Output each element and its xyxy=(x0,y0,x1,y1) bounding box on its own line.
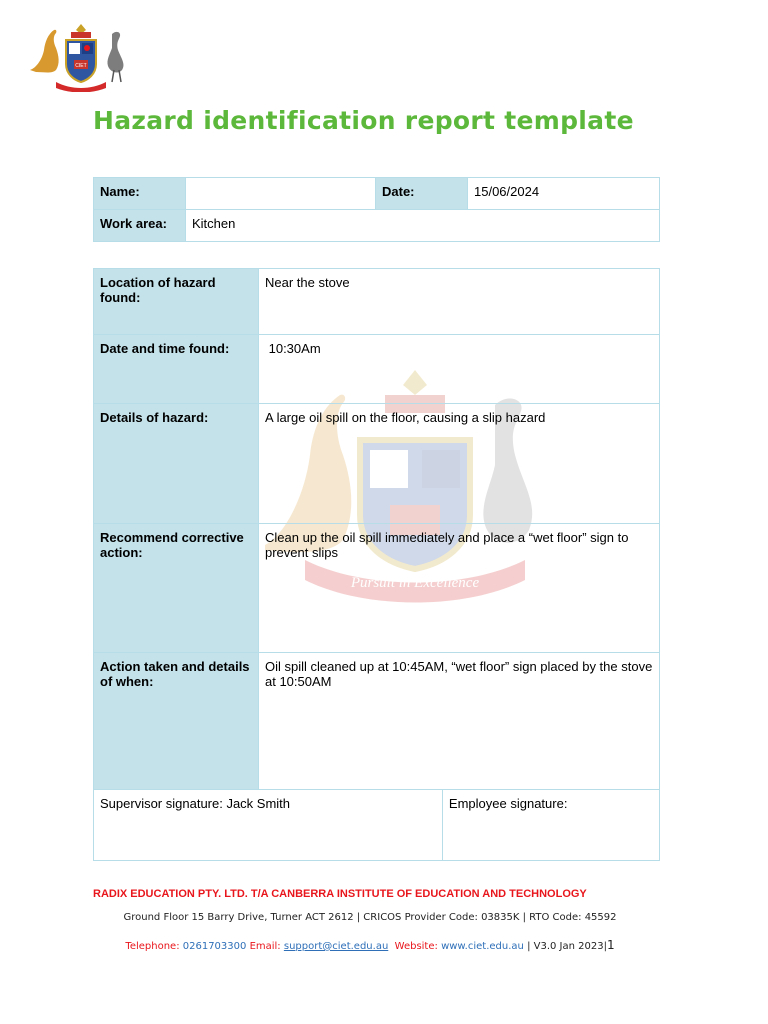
details-label: Details of hazard: xyxy=(94,404,259,524)
table-row xyxy=(94,178,660,210)
supervisor-signature[interactable]: Supervisor signature: Jack Smith xyxy=(94,790,443,861)
institute-logo xyxy=(26,20,136,92)
footer-contact xyxy=(0,938,740,952)
details-field[interactable]: A large oil spill on the floor, causing a slip hazard xyxy=(259,404,660,524)
table-row xyxy=(94,790,660,861)
table-row xyxy=(94,653,660,790)
date-time-field[interactable]: 10:30Am xyxy=(259,335,660,404)
name-label: Name: xyxy=(94,178,186,210)
version-text: | V3.0 Jan 2023| xyxy=(527,941,607,952)
info-table xyxy=(93,177,660,242)
telephone-label: Telephone: xyxy=(125,941,180,952)
table-row xyxy=(94,210,660,242)
email-link[interactable]: support@ciet.edu.au xyxy=(283,941,389,952)
footer-address: Ground Floor 15 Barry Drive, Turner ACT 2612 | CRICOS Provider Code: 03835K | RTO Code: 45592 xyxy=(123,912,617,923)
location-field[interactable]: Near the stove xyxy=(259,269,660,335)
name-field[interactable] xyxy=(186,178,376,210)
table-row xyxy=(94,524,660,653)
date-time-label: Date and time found: xyxy=(94,335,259,404)
location-label: Location of hazard found: xyxy=(94,269,259,335)
corrective-action-label: Recommend corrective action: xyxy=(94,524,259,653)
table-row xyxy=(94,335,660,404)
telephone-value: 0261703300 xyxy=(182,941,247,952)
action-taken-field[interactable]: Oil spill cleaned up at 10:45AM, “wet floor” sign placed by the stove at 10:50AM xyxy=(259,653,660,790)
svg-text:CIET: CIET xyxy=(75,63,87,69)
work-area-field[interactable]: Kitchen xyxy=(186,210,660,242)
employee-signature[interactable]: Employee signature: xyxy=(442,790,659,861)
website-link[interactable]: www.ciet.edu.au xyxy=(441,941,524,952)
page-number: 1 xyxy=(606,938,615,952)
website-label: Website: xyxy=(394,941,438,952)
footer-company: RADIX EDUCATION PTY. LTD. T/A CANBERRA INSTITUTE OF EDUCATION AND TECHNOLOGY xyxy=(93,888,587,900)
date-label: Date: xyxy=(376,178,468,210)
corrective-action-field[interactable]: Clean up the oil spill immediately and place a “wet floor” sign to prevent slips xyxy=(259,524,660,653)
table-row xyxy=(94,404,660,524)
action-taken-label: Action taken and details of when: xyxy=(94,653,259,790)
email-label: Email: xyxy=(249,941,281,952)
page-title: Hazard identification report template xyxy=(93,106,634,135)
hazard-table xyxy=(93,268,660,861)
svg-text:Pursuit in Excellence: Pursuit in Excellence xyxy=(350,575,480,591)
table-row xyxy=(94,269,660,335)
date-field[interactable]: 15/06/2024 xyxy=(468,178,660,210)
work-area-label: Work area: xyxy=(94,210,186,242)
